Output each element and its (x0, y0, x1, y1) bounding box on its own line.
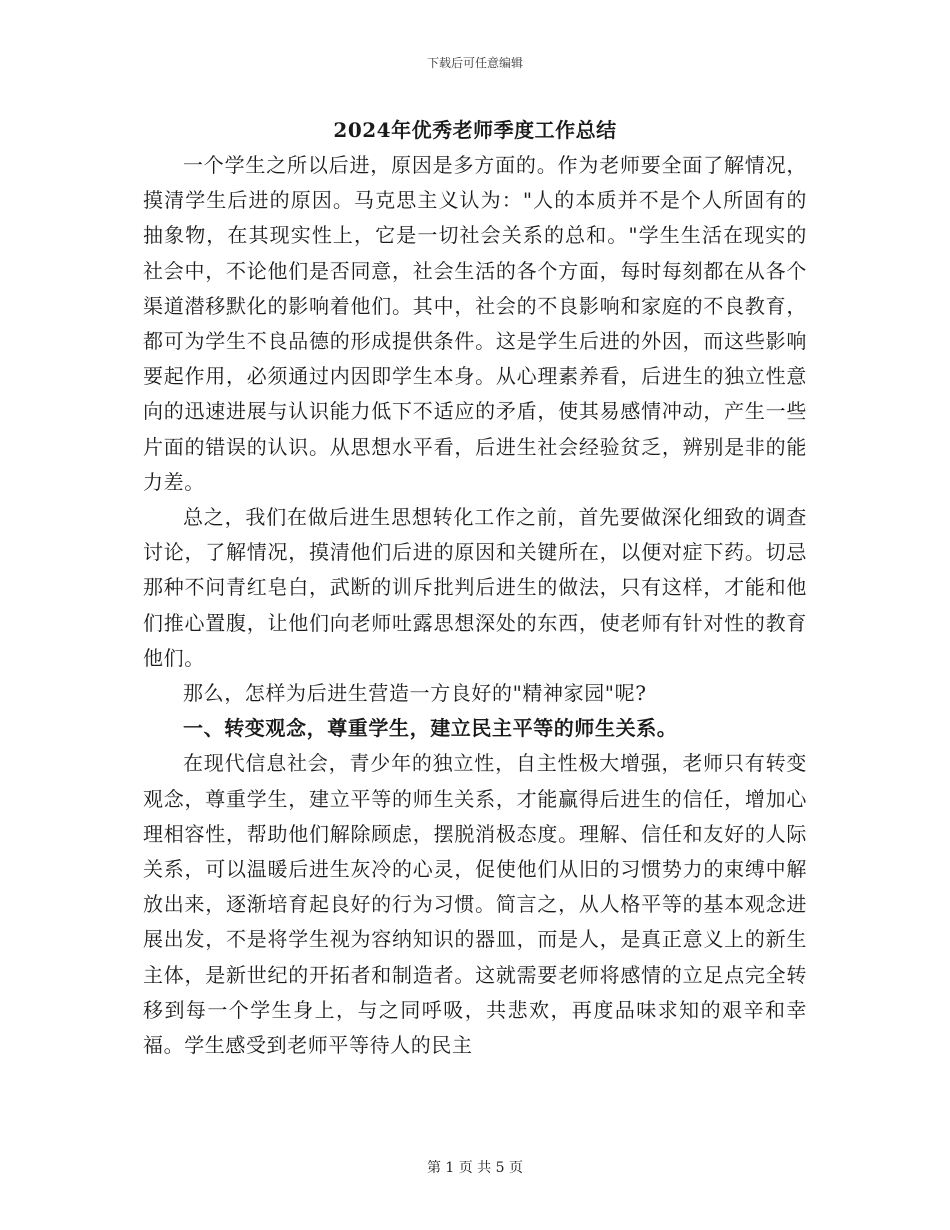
paragraph-4: 在现代信息社会，青少年的独立性，自主性极大增强，老师只有转变观念，尊重学生，建立平等的师生关系，才能赢得后进生的信任，增加心理相容性，帮助他们解除顾虑，摆脱消极态度。理解、信任和友好的人际关系，可以温暖后进生灰冷的心灵，促使他们从旧的习惯势力的束缚中解放出来，逐渐培育起良好的行为习惯。简言之，从人格平等的基本观念进展出发，不是将学生视为容纳知识的器皿，而是人，是真正意义上的新生主体，是新世纪的开拓者和制造者。这就需要老师将感情的立足点完全转移到每一个学生身上，与之同呼吸，共悲欢，再度品味求知的艰辛和幸福。学生感受到老师平等待人的民主 (143, 751, 807, 1058)
paragraph-1: 一个学生之所以后进，原因是多方面的。作为老师要全面了解情况，摸清学生后进的原因。马克思主义认为："人的本质并不是个人所固有的抽象物，在其现实性上，它是一切社会关系的总和。"学生生活在现实的社会中，不论他们是否同意，社会生活的各个方面，每时每刻都在从各个渠道潜移默化的影响着他们。其中，社会的不良影响和家庭的不良教育，都可为学生不良品德的形成提供条件。这是学生后进的外因，而这些影响要起作用，必须通过内因即学生本身。从心理素养看，后进生的独立性意向的迅速进展与认识能力低下不适应的矛盾，使其易感情冲动，产生一些片面的错误的认识。从思想水平看，后进生社会经验贫乏，辨别是非的能力差。 (143, 153, 807, 494)
document-title: 2024年优秀老师季度工作总结 (333, 118, 617, 142)
paragraph-2: 总之，我们在做后进生思想转化工作之前，首先要做深化细致的调查讨论，了解情况，摸清他们后进的原因和关键所在，以便对症下药。切忌那种不问青红皂白，武断的训斥批判后进生的做法，只有这样，才能和他们推心置腹，让他们向老师吐露思想深处的东西，使老师有针对性的教育他们。 (143, 505, 807, 670)
page-header-note: 下载后可任意编辑 (426, 56, 523, 70)
paragraph-3: 那么，怎样为后进生营造一方良好的"精神家园"呢? (183, 681, 647, 706)
section-heading-1: 一、转变观念，尊重学生，建立民主平等的师生关系。 (183, 716, 678, 741)
document-body (143, 112, 807, 1063)
page-footer-number: 第 1 页 共 5 页 (426, 1160, 524, 1176)
